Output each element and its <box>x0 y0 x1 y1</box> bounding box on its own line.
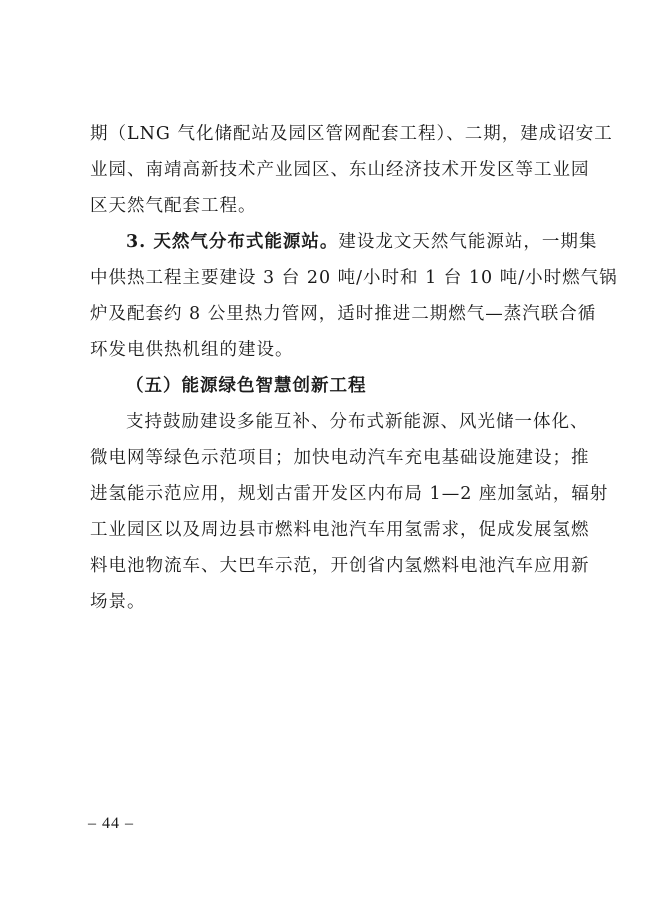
paragraph-2-title: 3. 天然气分布式能源站。 <box>126 232 339 252</box>
paragraph-3-line-2: 微电网等绿色示范项目；加快电动汽车充电基础设施建设；推 <box>90 448 590 468</box>
paragraph-1-line-3: 区天然气配套工程。 <box>90 196 257 216</box>
page-number: – 44 – <box>88 815 134 832</box>
paragraph-1-line-1: 期（LNG 气化储配站及园区管网配套工程）、二期，建成诏安工 <box>90 124 613 144</box>
paragraph-3-line-1: 支持鼓励建设多能互补、分布式新能源、风光储一体化、 <box>126 412 589 432</box>
paragraph-3-line-5: 料电池物流车、大巴车示范，开创省内氢燃料电池汽车应用新 <box>90 556 590 576</box>
paragraph-2-line-2: 中供热工程主要建设 3 台 20 吨/小时和 1 台 10 吨/小时燃气锅 <box>90 268 618 288</box>
paragraph-2-line-4: 环发电供热机组的建设。 <box>90 340 294 360</box>
paragraph-3-line-6: 场景。 <box>90 592 146 612</box>
paragraph-3-line-3: 进氢能示范应用，规划古雷开发区内布局 1—2 座加氢站，辐射 <box>90 484 609 504</box>
paragraph-2-line-1 <box>90 224 598 260</box>
section-heading: （五）能源绿色智慧创新工程 <box>126 376 367 396</box>
paragraph-3-line-4: 工业园区以及周边县市燃料电池汽车用氢需求，促成发展氢燃 <box>90 520 590 540</box>
paragraph-1-line-2: 业园、南靖高新技术产业园区、东山经济技术开发区等工业园 <box>90 160 590 180</box>
paragraph-2-line-3: 炉及配套约 8 公里热力管网，适时推进二期燃气—蒸汽联合循 <box>90 304 597 324</box>
document-body <box>90 116 618 620</box>
paragraph-2-line-1-rest: 建设龙文天然气能源站，一期集 <box>338 232 598 252</box>
